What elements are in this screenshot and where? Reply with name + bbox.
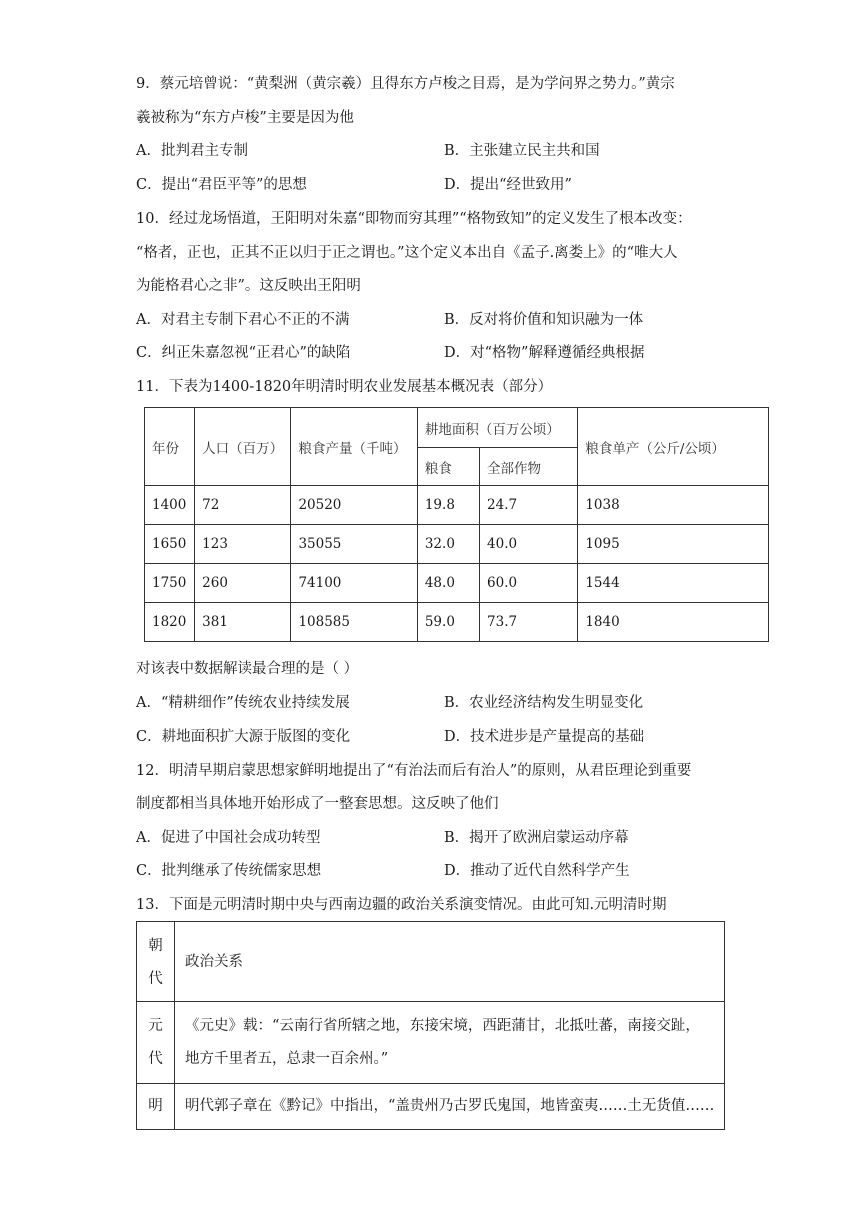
dynasty-char-1: 明 (148, 1098, 163, 1114)
cell-grain-output: 108585 (291, 603, 417, 642)
cell-population: 72 (195, 486, 291, 525)
relation-line-1: 明代郭子章在《黔记》中指出，“盖贵州乃古罗氏鬼国，地皆蛮夷……土无货值…… (185, 1098, 715, 1114)
q12-stem-line-1: 12．明清早期启蒙思想家鲜明地提出了“有治法而后有治人”的原则，从君臣理论到重要 (136, 763, 692, 779)
q12-stem-line-2: 制度都相当具体地开始形成了一整套思想。这反映了他们 (136, 796, 499, 812)
q9-option-a[interactable]: A．批判君主专制 (136, 143, 248, 159)
cell-farmland-all: 73.7 (480, 603, 578, 642)
q10-option-a[interactable]: A．对君主专制下君心不正的不满 (136, 312, 350, 328)
header-farmland: 耕地面积（百万公顷） (417, 408, 578, 448)
cell-year: 1750 (145, 564, 195, 603)
header-dynasty-char-1: 朝 (148, 938, 163, 954)
q11-option-b[interactable]: B．农业经济结构发生明显变化 (444, 695, 644, 711)
header-farmland-grain: 粮食 (417, 448, 479, 486)
cell-grain-output: 35055 (291, 525, 417, 564)
table-row (145, 525, 769, 564)
cell-farmland-grain: 32.0 (417, 525, 479, 564)
header-grain-output: 粮食产量（千吨） (291, 408, 417, 486)
cell-year: 1650 (145, 525, 195, 564)
cell-yield: 1038 (578, 486, 769, 525)
q11-option-a[interactable]: A．“精耕细作”传统农业持续发展 (136, 695, 350, 711)
q10-option-b[interactable]: B．反对将价值和知识融为一体 (444, 312, 644, 328)
table-row (145, 486, 769, 525)
agriculture-table (144, 407, 769, 642)
dynasty-char-1: 元 (148, 1018, 163, 1034)
cell-relation (175, 1002, 725, 1084)
cell-yield: 1840 (578, 603, 769, 642)
cell-population: 123 (195, 525, 291, 564)
cell-population: 260 (195, 564, 291, 603)
cell-farmland-all: 24.7 (480, 486, 578, 525)
q10-option-d[interactable]: D．对“格物”解释遵循经典根据 (444, 345, 645, 361)
cell-dynasty (137, 1084, 175, 1130)
cell-dynasty (137, 1002, 175, 1084)
cell-year: 1400 (145, 486, 195, 525)
relation-line-1: 《元史》载：“云南行省所辖之地，东接宋境，西距蒲甘，北抵吐蕃，南接交趾， (185, 1018, 700, 1034)
q10-stem-line-1: 10．经过龙场悟道，王阳明对朱嘉“即物而穷其理”“格物致知”的定义发生了根本改变： (136, 211, 692, 227)
cell-year: 1820 (145, 603, 195, 642)
cell-grain-output: 20520 (291, 486, 417, 525)
cell-population: 381 (195, 603, 291, 642)
header-farmland-all: 全部作物 (480, 448, 578, 486)
cell-farmland-all: 40.0 (480, 525, 578, 564)
header-yield: 粮食单产（公斤/公顷） (578, 408, 769, 486)
cell-farmland-grain: 19.8 (417, 486, 479, 525)
header-dynasty-char-2: 代 (148, 971, 163, 987)
q10-stem-line-3: 为能格君心之非”。这反映出王阳明 (136, 278, 361, 294)
dynasty-relations-table (136, 921, 725, 1130)
q10-option-c[interactable]: C．纠正朱嘉忽视“正君心”的缺陷 (136, 345, 351, 361)
q10-stem-line-2: “格者，正也，正其不正以归于正之谓也。”这个定义本出自《孟子.离娄上》的“唯大人 (136, 245, 678, 261)
header-dynasty (137, 922, 175, 1002)
q12-option-b[interactable]: B．揭开了欧洲启蒙运动序幕 (444, 830, 629, 846)
header-year: 年份 (145, 408, 195, 486)
table-header-row (137, 922, 725, 1002)
cell-grain-output: 74100 (291, 564, 417, 603)
relation-line-2: 地方千里者五，总隶一百余州。” (185, 1051, 389, 1067)
q9-option-d[interactable]: D．提出“经世致用” (444, 177, 572, 193)
q9-option-b[interactable]: B．主张建立民主共和国 (444, 143, 600, 159)
q12-option-a[interactable]: A．促进了中国社会成功转型 (136, 830, 321, 846)
q12-option-c[interactable]: C．批判继承了传统儒家思想 (136, 863, 322, 879)
q9-stem-line-2: 羲被称为“东方卢梭”主要是因为他 (136, 110, 354, 126)
q11-question: 对该表中数据解读最合理的是（ ） (136, 661, 359, 677)
cell-relation (175, 1084, 725, 1130)
table-row (137, 1084, 725, 1130)
table-row (145, 564, 769, 603)
q9-option-c[interactable]: C．提出“君臣平等”的思想 (136, 177, 307, 193)
q12-option-d[interactable]: D．推动了近代自然科学产生 (444, 863, 630, 879)
cell-yield: 1095 (578, 525, 769, 564)
table-row (137, 1002, 725, 1084)
dynasty-char-2: 代 (148, 1051, 163, 1067)
q13-stem: 13．下面是元明清时期中央与西南边疆的政治关系演变情况。由此可知.元明清时期 (136, 897, 667, 913)
q11-option-c[interactable]: C．耕地面积扩大源于版图的变化 (136, 729, 351, 745)
q11-stem: 11．下表为1400-1820年明清时明农业发展基本概况表（部分） (136, 379, 553, 395)
table-row (145, 603, 769, 642)
cell-farmland-grain: 59.0 (417, 603, 479, 642)
q11-option-d[interactable]: D．技术进步是产量提高的基础 (444, 729, 645, 745)
header-relation: 政治关系 (175, 922, 725, 1002)
cell-farmland-all: 60.0 (480, 564, 578, 603)
header-population: 人口（百万） (195, 408, 291, 486)
cell-yield: 1544 (578, 564, 769, 603)
q9-stem-line-1: 9．蔡元培曾说：“黄梨洲（黄宗羲）且得东方卢梭之目焉，是为学问界之势力。”黄宗 (136, 76, 675, 92)
cell-farmland-grain: 48.0 (417, 564, 479, 603)
